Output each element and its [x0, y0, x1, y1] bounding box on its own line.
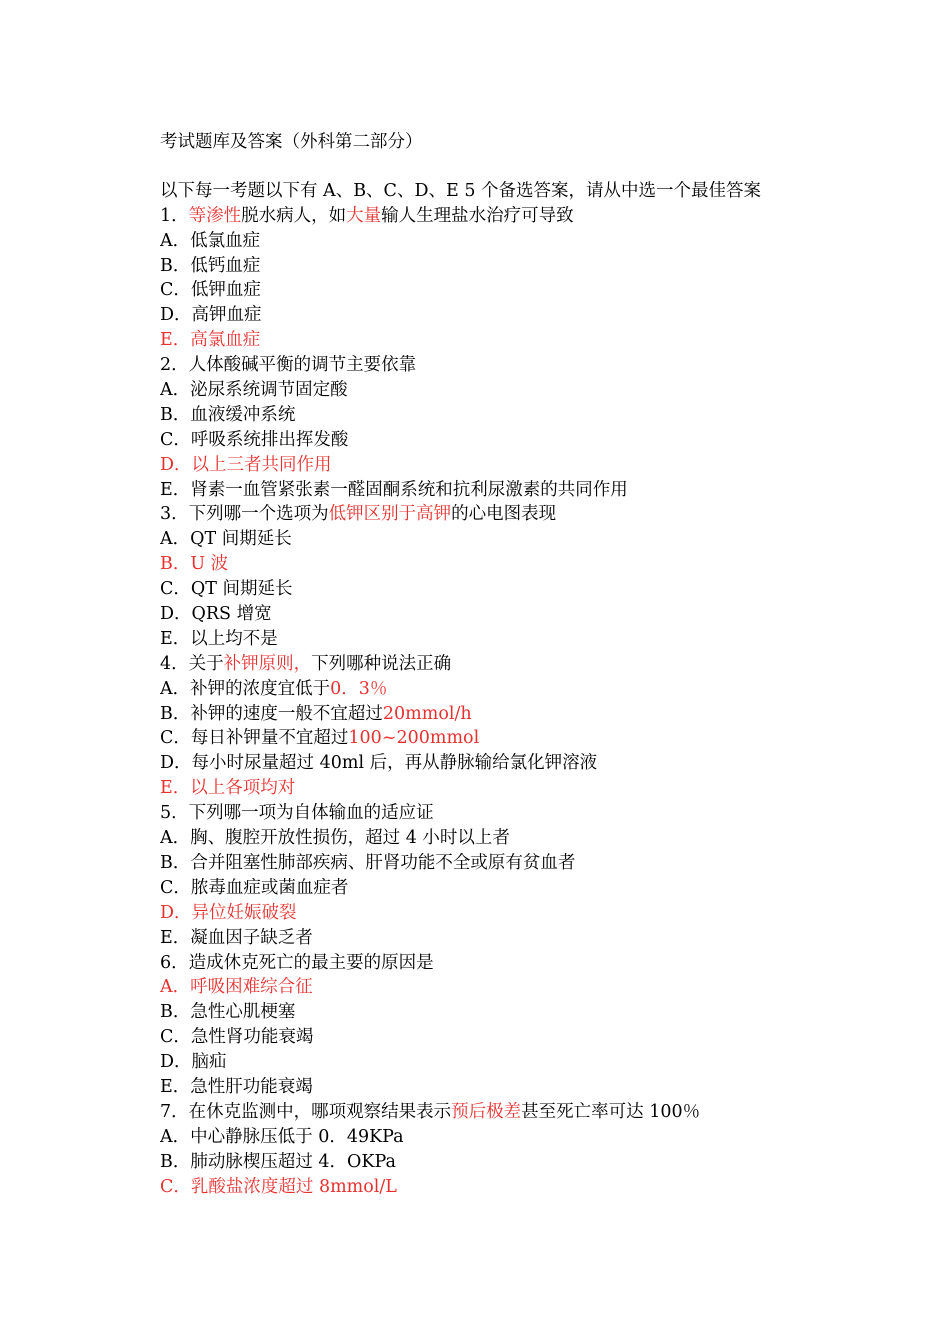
- highlighted-text: 补钾原则，: [223, 653, 312, 674]
- highlighted-text: D．异位妊娠破裂: [160, 902, 297, 923]
- option-line: [160, 1050, 920, 1075]
- question-line: [160, 1100, 920, 1125]
- option-line: [160, 677, 920, 702]
- option-line: [160, 776, 920, 801]
- text-segment: 4．关于: [160, 653, 224, 674]
- option-line: [160, 254, 920, 279]
- question-line: [160, 801, 920, 826]
- highlighted-text: E．高氯血症: [160, 330, 261, 351]
- instruction-line: [160, 179, 920, 204]
- highlighted-text: 20mmol/h: [382, 703, 472, 724]
- text-segment: A．泌尿系统调节固定酸: [160, 380, 348, 401]
- document-page: [160, 130, 920, 1199]
- highlighted-text: 低钾区别于高钾: [328, 504, 452, 525]
- option-line: [160, 602, 920, 627]
- highlighted-text: 100~200mmol: [348, 728, 480, 749]
- text-segment: C．QT 间期延长: [160, 579, 293, 600]
- option-line: [160, 527, 920, 552]
- text-segment: A．胸、腹腔开放性损伤，超过 4 小时以上者: [160, 828, 510, 849]
- document-title: 考试题库及答案（外科第二部分）: [160, 132, 423, 152]
- option-line: [160, 851, 920, 876]
- option-line: [160, 328, 920, 353]
- text-segment: 5．下列哪一项为自体输血的适应证: [160, 803, 434, 824]
- highlighted-text: C．乳酸盐浓度超过 8mmol/L: [160, 1176, 397, 1197]
- text-segment: D．每小时尿量超过 40ml 后，再从静脉输给氯化钾溶液: [160, 753, 598, 774]
- text-segment: E．肾素一血管紧张素一醛固酮系统和抗利尿激素的共同作用: [160, 479, 628, 500]
- text-segment: A．QT 间期延长: [160, 529, 292, 550]
- text-segment: 甚至死亡率可达 100％: [521, 1101, 701, 1122]
- text-segment: 下列哪种说法正确: [311, 653, 452, 674]
- highlighted-text: 0．3％: [330, 678, 388, 699]
- text-segment: A．低氯血症: [160, 230, 261, 251]
- question-line: [160, 502, 920, 527]
- option-line: [160, 926, 920, 951]
- text-segment: 的心电图表现: [451, 504, 557, 525]
- text-segment: B．低钙血症: [160, 255, 261, 276]
- option-line: [160, 577, 920, 602]
- text-segment: D．QRS 增宽: [160, 604, 272, 625]
- option-line: [160, 975, 920, 1000]
- highlighted-text: 等渗性: [188, 205, 242, 226]
- option-line: [160, 876, 920, 901]
- question-line: [160, 652, 920, 677]
- text-segment: B．合并阻塞性肺部疾病、肝肾功能不全或原有贫血者: [160, 852, 576, 873]
- text-segment: A．补钾的浓度宜低于: [160, 678, 331, 699]
- text-segment: C．呼吸系统排出挥发酸: [160, 429, 349, 450]
- text-segment: 输人生理盐水治疗可导致: [381, 205, 574, 226]
- option-line: [160, 453, 920, 478]
- highlighted-text: A．呼吸困难综合征: [160, 977, 313, 998]
- option-line: [160, 303, 920, 328]
- text-segment: B．血液缓冲系统: [160, 404, 296, 425]
- document-body: [160, 179, 920, 1200]
- option-line: [160, 1075, 920, 1100]
- text-segment: B．补钾的速度一般不宜超过: [160, 703, 383, 724]
- text-segment: 6．造成休克死亡的最主要的原因是: [160, 952, 434, 973]
- option-line: [160, 751, 920, 776]
- text-segment: E．急性肝功能衰竭: [160, 1076, 313, 1097]
- text-segment: D．脑疝: [160, 1052, 227, 1073]
- option-line: [160, 403, 920, 428]
- option-line: [160, 378, 920, 403]
- question-line: [160, 951, 920, 976]
- text-segment: B．急性心肌梗塞: [160, 1002, 296, 1023]
- option-line: [160, 478, 920, 503]
- highlighted-text: D．以上三者共同作用: [160, 454, 332, 475]
- highlighted-text: 预后极差: [451, 1101, 522, 1122]
- option-line: [160, 229, 920, 254]
- text-segment: C．急性肾功能衰竭: [160, 1027, 314, 1048]
- option-line: [160, 428, 920, 453]
- highlighted-text: B．U 波: [160, 554, 229, 575]
- text-segment: A．中心静脉压低于 0．49KPa: [160, 1126, 404, 1147]
- option-line: [160, 826, 920, 851]
- text-segment: 1．: [160, 205, 189, 226]
- option-line: [160, 726, 920, 751]
- option-line: [160, 702, 920, 727]
- option-line: [160, 901, 920, 926]
- text-segment: E．以上均不是: [160, 628, 278, 649]
- option-line: [160, 1000, 920, 1025]
- option-line: [160, 1175, 920, 1200]
- text-segment: 脱水病人，如: [241, 205, 347, 226]
- text-segment: 3．下列哪一个选项为: [160, 504, 329, 525]
- option-line: [160, 1150, 920, 1175]
- question-line: [160, 353, 920, 378]
- option-line: [160, 627, 920, 652]
- text-segment: 以下每一考题以下有 A、B、C、D、E 5 个备选答案，请从中选一个最佳答案: [160, 180, 762, 201]
- option-line: [160, 1025, 920, 1050]
- option-line: [160, 552, 920, 577]
- highlighted-text: 大量: [346, 205, 382, 226]
- text-segment: 2．人体酸碱平衡的调节主要依靠: [160, 355, 417, 376]
- text-segment: E．凝血因子缺乏者: [160, 927, 313, 948]
- highlighted-text: E．以上各项均对: [160, 778, 296, 799]
- text-segment: C．低钾血症: [160, 280, 261, 301]
- text-segment: C．每日补钾量不宜超过: [160, 728, 349, 749]
- question-line: [160, 204, 920, 229]
- text-segment: 7．在休克监测中，哪项观察结果表示: [160, 1101, 452, 1122]
- option-line: [160, 1125, 920, 1150]
- option-line: [160, 278, 920, 303]
- text-segment: B．肺动脉楔压超过 4．OKPa: [160, 1151, 396, 1172]
- text-segment: C．脓毒血症或菌血症者: [160, 877, 349, 898]
- text-segment: D．高钾血症: [160, 305, 262, 326]
